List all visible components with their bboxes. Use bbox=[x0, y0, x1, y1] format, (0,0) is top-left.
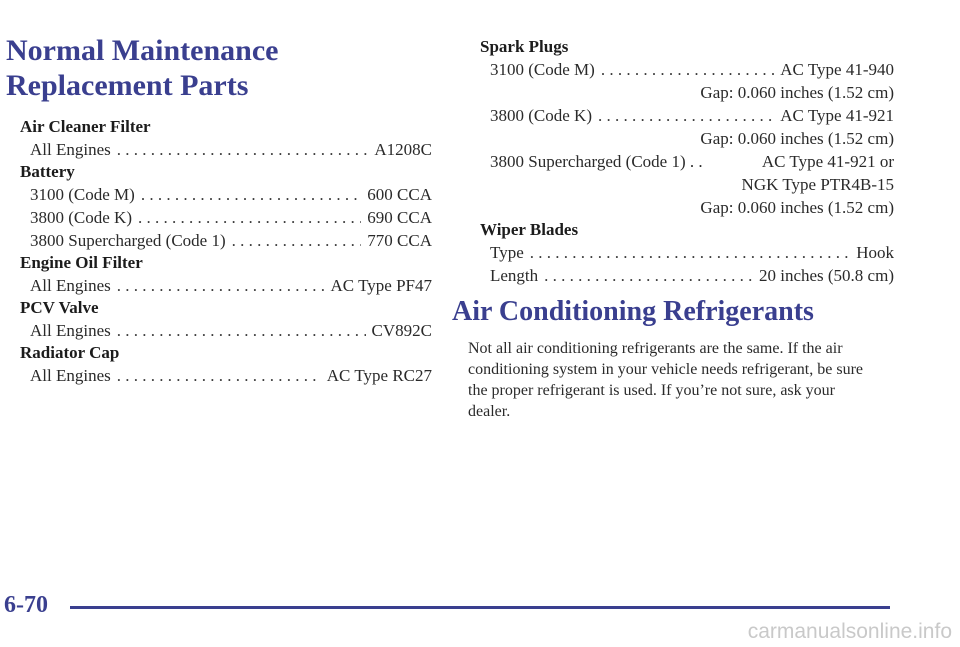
part-value: AC Type RC27 bbox=[326, 366, 432, 385]
part-row bbox=[20, 138, 432, 161]
spark-plug-gap: Gap: 0.060 inches (1.52 cm) bbox=[700, 129, 894, 148]
part-value: AC Type 41-921 bbox=[780, 106, 894, 125]
category-pcv-valve: PCV Valve bbox=[20, 298, 99, 317]
air-conditioning-paragraph: Not all air conditioning refrigerants are the same. If the air conditioning system in your vehicle needs refrigerant, be sure the proper refrigerant is used. If you’re not sure, ask your dealer. bbox=[468, 340, 863, 420]
dot-leader bbox=[117, 274, 325, 297]
part-label: 3100 (Code M) bbox=[30, 185, 135, 204]
parts-list-right bbox=[480, 36, 894, 287]
dot-leader bbox=[530, 241, 850, 264]
parts-list-left bbox=[20, 116, 432, 387]
page-title-line-1: Normal Maintenance bbox=[6, 34, 279, 67]
part-row bbox=[20, 183, 432, 206]
spark-plug-gap: Gap: 0.060 inches (1.52 cm) bbox=[700, 83, 894, 102]
dot-leader bbox=[141, 183, 361, 206]
part-row bbox=[20, 274, 432, 297]
part-value: A1208C bbox=[374, 140, 432, 159]
part-label: 3800 Supercharged (Code 1) . . bbox=[490, 152, 703, 171]
part-value: AC Type 41-921 or bbox=[761, 152, 894, 171]
category-radiator-cap: Radiator Cap bbox=[20, 343, 120, 362]
part-row bbox=[480, 264, 894, 287]
part-row bbox=[20, 364, 432, 387]
part-value: 690 CCA bbox=[367, 208, 432, 227]
part-label: All Engines bbox=[30, 366, 111, 385]
watermark-text: carmanualsonline.info bbox=[747, 620, 952, 643]
part-row bbox=[480, 58, 894, 81]
part-value: AC Type 41-940 bbox=[780, 60, 894, 79]
category-air-cleaner-filter: Air Cleaner Filter bbox=[20, 117, 151, 136]
footer-rule bbox=[70, 606, 890, 609]
part-value: 20 inches (50.8 cm) bbox=[758, 266, 894, 285]
part-row bbox=[20, 206, 432, 229]
dot-leader bbox=[117, 138, 369, 161]
dot-leader bbox=[598, 104, 774, 127]
dot-leader bbox=[138, 206, 361, 229]
part-label: 3800 Supercharged (Code 1) bbox=[30, 231, 226, 250]
category-engine-oil-filter: Engine Oil Filter bbox=[20, 253, 143, 272]
part-value: Hook bbox=[856, 243, 894, 262]
part-label: 3800 (Code K) bbox=[30, 208, 132, 227]
page-title bbox=[6, 33, 278, 103]
part-row bbox=[20, 319, 432, 342]
part-label: All Engines bbox=[30, 321, 111, 340]
dot-leader bbox=[544, 264, 753, 287]
part-value: CV892C bbox=[371, 321, 432, 340]
dot-leader bbox=[117, 364, 321, 387]
part-label: All Engines bbox=[30, 276, 111, 295]
part-row bbox=[480, 104, 894, 127]
category-wiper-blades: Wiper Blades bbox=[480, 220, 579, 239]
page-title-line-2: Replacement Parts bbox=[6, 69, 249, 102]
part-label: All Engines bbox=[30, 140, 111, 159]
spark-plug-gap: Gap: 0.060 inches (1.52 cm) bbox=[700, 198, 894, 217]
part-label: 3800 (Code K) bbox=[490, 106, 592, 125]
part-value: 770 CCA bbox=[367, 231, 432, 250]
part-value: AC Type PF47 bbox=[330, 276, 432, 295]
part-value: 600 CCA bbox=[367, 185, 432, 204]
part-label: Type bbox=[490, 243, 524, 262]
part-row bbox=[480, 150, 894, 173]
dot-leader bbox=[601, 58, 774, 81]
category-spark-plugs: Spark Plugs bbox=[480, 37, 569, 56]
dot-leader bbox=[232, 229, 362, 252]
section-title-air-conditioning: Air Conditioning Refrigerants bbox=[452, 296, 814, 327]
part-label: Length bbox=[490, 266, 539, 285]
spark-plug-alternate: NGK Type PTR4B-15 bbox=[741, 175, 894, 194]
page-number: 6-70 bbox=[4, 592, 48, 618]
part-row bbox=[480, 241, 894, 264]
part-label: 3100 (Code M) bbox=[490, 60, 595, 79]
category-battery: Battery bbox=[20, 162, 75, 181]
part-row bbox=[20, 229, 432, 252]
dot-leader bbox=[117, 319, 366, 342]
